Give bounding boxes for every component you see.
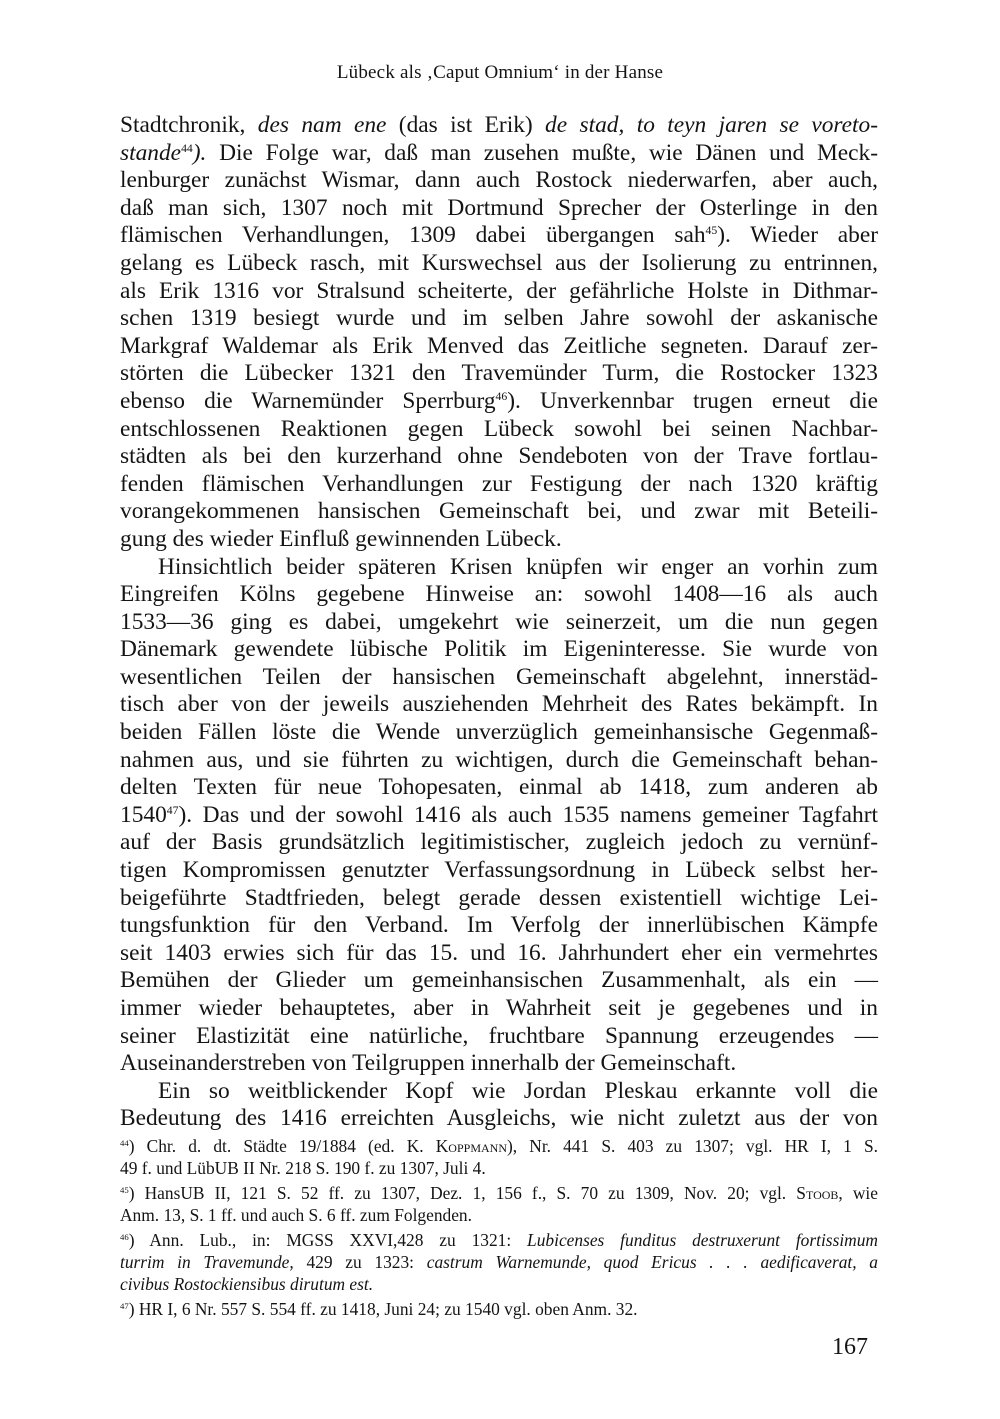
text-run: 1540	[120, 801, 167, 828]
footnote-ref: 45	[705, 224, 718, 238]
text-run: entschlossenen Reaktionen gegen Lübeck sowohl bei seinen Nachbar-	[120, 415, 878, 442]
text-line	[120, 940, 878, 968]
footnote	[120, 1230, 878, 1295]
footnote-line	[120, 1205, 878, 1227]
text-line	[120, 664, 878, 692]
footnote-ref: 45	[120, 1185, 129, 1196]
text-run: (das ist Erik)	[386, 112, 546, 138]
text-run: Eingreifen Kölns gegebene Hinweise an: sowohl 1408—16 als auch	[120, 581, 878, 608]
text-line	[120, 829, 878, 857]
text-run: nahmen aus, und sie führten zu wichtigen, durch die Gemeinschaft behan-	[120, 746, 878, 773]
text-run: auf der Basis grundsätzlich legitimistischer, zugleich jedoch zu vernünf-	[120, 829, 878, 856]
footnote-line	[120, 1158, 878, 1180]
footnote-ref: 47	[120, 1301, 129, 1312]
italic-text: ).	[192, 139, 207, 166]
footnote-ref: 44	[120, 1137, 129, 1148]
footnote-line	[120, 1252, 878, 1274]
footnote-line	[120, 1183, 878, 1205]
text-line	[120, 719, 878, 747]
text-run: schen 1319 besiegt wurde und im selben Jahre sowohl der askanische	[120, 305, 878, 332]
text-run: Die Folge war, daß man zusehen mußte, wie Dänen und Meck-	[206, 139, 878, 166]
text-run: tigen Kompromissen genutzter Verfassungsordnung in Lübeck selbst her-	[120, 857, 878, 884]
text-run: seiner Elastizität eine natürliche, fruchtbare Spannung erzeugendes —	[120, 1022, 878, 1049]
text-run: vorangekommenen hansischen Gemeinschaft bei, und zwar mit Beteili-	[120, 498, 878, 525]
text-run: ). Das und der sowohl 1416 als auch 1535 namens gemeiner Tagfahrt	[178, 801, 878, 828]
footnote-line	[120, 1136, 878, 1158]
text-run: Bemühen der Glieder um gemeinhansischen Zusammenhalt, als ein —	[120, 967, 878, 994]
footnote	[120, 1183, 878, 1226]
footnotes	[120, 1136, 878, 1325]
text-line	[120, 609, 878, 637]
italic-text: de stad, to teyn jaren se voreto-	[545, 112, 878, 138]
author-name: Koppmann	[435, 1136, 507, 1156]
text-line	[120, 416, 878, 444]
text-run: Bedeutung des 1416 erreichten Ausgleichs, wie nicht zuletzt aus der von	[120, 1105, 878, 1132]
text-line	[120, 802, 878, 830]
footnote-ref: 47	[166, 803, 179, 817]
text-run: Markgraf Waldemar als Erik Menved das Zeitliche segneten. Darauf zer-	[120, 332, 878, 359]
text-run: delten Texten für neue Tohopesaten, einmal ab 1418, zum anderen ab	[120, 774, 878, 801]
footnote	[120, 1299, 878, 1321]
italic-text: turrim in Travemunde,	[120, 1251, 294, 1272]
text-run: städten als bei den kurzerhand ohne Sendeboten von der Trave fortlau-	[120, 443, 878, 470]
text-line	[120, 912, 878, 940]
text-line	[120, 195, 878, 223]
footnote-line	[120, 1274, 878, 1296]
text-run: Stadtchronik,	[120, 112, 258, 138]
body-text	[120, 112, 878, 1133]
text-run: gung des wieder Einfluß gewinnenden Lübeck.	[120, 525, 562, 552]
text-run: Hinsichtlich beider späteren Krisen knüpfen wir enger an vorhin zum	[158, 553, 878, 580]
text-line	[120, 1050, 878, 1078]
text-line	[120, 885, 878, 913]
text-run: ) Ann. Lub., in: MGSS XXVI,428 zu 1321:	[128, 1230, 528, 1251]
text-line	[120, 222, 878, 250]
text-run: wesentlichen Teilen der hansischen Gemeinschaft abgelehnt, innerstäd-	[120, 663, 878, 690]
text-line	[120, 250, 878, 278]
text-run: tungsfunktion für den Verband. Im Verfolg der innerlübischen Kämpfe	[120, 912, 878, 939]
text-run: immer wieder behauptetes, aber in Wahrheit seit je gegebenes und in	[120, 995, 878, 1021]
text-line	[120, 995, 878, 1023]
text-line	[120, 1078, 878, 1106]
text-run: als Erik 1316 vor Stralsund scheiterte, der gefährliche Holste in Dithmar-	[120, 277, 878, 304]
text-run: ) HR I, 6 Nr. 557 S. 554 ff. zu 1418, Juni 24; zu 1540 vgl. oben Anm. 32.	[128, 1299, 638, 1320]
text-line	[120, 526, 878, 554]
text-run: flämischen Verhandlungen, 1309 dabei übergangen sah	[120, 222, 706, 249]
text-run: fenden flämischen Verhandlungen zur Festigung der nach 1320 kräftig	[120, 470, 878, 497]
text-run: 429 zu 1323:	[293, 1251, 427, 1272]
text-run: gelang es Lübeck rasch, mit Kurswechsel aus der Isolierung zu entrinnen,	[120, 249, 878, 276]
text-line	[120, 554, 878, 582]
text-run: lenburger zunächst Wismar, dann auch Rostock niederwarfen, aber auch,	[120, 167, 878, 194]
italic-text: Lubicenses funditus destruxerunt fortissimum	[527, 1230, 878, 1251]
footnote-ref: 46	[120, 1232, 129, 1243]
text-run: beigeführte Stadtfrieden, belegt gerade dessen existentiell wichtige Lei-	[120, 884, 878, 911]
author-name: Stoob	[796, 1183, 839, 1204]
footnote-ref: 44	[181, 141, 193, 155]
italic-text: castrum Warnemunde, quod Ericus . . . aedificaverat, a	[426, 1251, 878, 1272]
text-run: Ein so weitblickender Kopf wie Jordan Pleskau erkannte voll die	[158, 1077, 878, 1104]
text-line	[120, 140, 878, 168]
text-run: tisch aber von der jeweils ausziehenden Mehrheit des Rates bekämpft. In	[120, 691, 878, 718]
footnote-ref: 46	[495, 389, 508, 403]
italic-text: stande	[120, 139, 182, 166]
text-line	[120, 112, 878, 140]
text-run: ). Wieder aber	[717, 222, 879, 249]
footnote	[120, 1136, 878, 1179]
text-line	[120, 691, 878, 719]
footnote-line	[120, 1230, 878, 1252]
text-line	[120, 333, 878, 361]
text-run: Auseinanderstreben von Teilgruppen innerhalb der Gemeinschaft.	[120, 1050, 737, 1077]
text-line	[120, 360, 878, 388]
text-run: , wie	[838, 1183, 878, 1204]
text-run: ), Nr. 441 S. 403 zu 1307; vgl. HR I, 1 S.	[507, 1136, 878, 1156]
text-run: Dänemark gewendete lübische Politik im Eigeninteresse. Sie wurde von	[120, 636, 878, 663]
text-line	[120, 443, 878, 471]
italic-text: civibus Rostockiensibus dirutum est.	[120, 1273, 374, 1294]
text-line	[120, 498, 878, 526]
footnote-line	[120, 1299, 878, 1321]
text-run: 1533—36 ging es dabei, umgekehrt wie seinerzeit, um die nun gegen	[120, 608, 878, 635]
italic-text: des nam ene	[257, 112, 387, 138]
text-run: ). Unverkennbar trugen erneut die	[507, 387, 878, 414]
text-run: seit 1403 erwies sich für das 15. und 16. Jahrhundert eher ein vermehrtes	[120, 939, 878, 966]
text-line	[120, 967, 878, 995]
running-head: Lübeck als ‚Caput Omnium‘ in der Hanse	[336, 62, 664, 83]
text-line	[120, 1023, 878, 1051]
text-run: ebenso die Warnemünder Sperrburg	[120, 387, 496, 414]
text-run: ) Chr. d. dt. Städte 19/1884 (ed. K.	[128, 1136, 436, 1156]
text-line	[120, 747, 878, 775]
text-line	[120, 278, 878, 306]
text-line	[120, 471, 878, 499]
text-line	[120, 857, 878, 885]
page-number: 167	[832, 1334, 868, 1360]
text-line	[120, 388, 878, 416]
text-line	[120, 774, 878, 802]
text-line	[120, 167, 878, 195]
text-run: ) HansUB II, 121 S. 52 ff. zu 1307, Dez. 1, 156 f., S. 70 zu 1309, Nov. 20; vgl.	[128, 1183, 797, 1204]
text-run: störten die Lübecker 1321 den Travemünder Turm, die Rostocker 1323	[120, 360, 878, 387]
text-line	[120, 1105, 878, 1133]
text-run: beiden Fällen löste die Wende unverzüglich gemeinhansische Gegenmaß-	[120, 719, 878, 746]
text-run: 49 f. und LübUB II Nr. 218 S. 190 f. zu 1307, Juli 4.	[120, 1157, 486, 1178]
text-line	[120, 636, 878, 664]
text-line	[120, 305, 878, 333]
text-run: daß man sich, 1307 noch mit Dortmund Sprecher der Osterlinge in den	[120, 194, 878, 221]
text-run: Anm. 13, S. 1 ff. und auch S. 6 ff. zum Folgenden.	[120, 1204, 472, 1225]
text-line	[120, 581, 878, 609]
